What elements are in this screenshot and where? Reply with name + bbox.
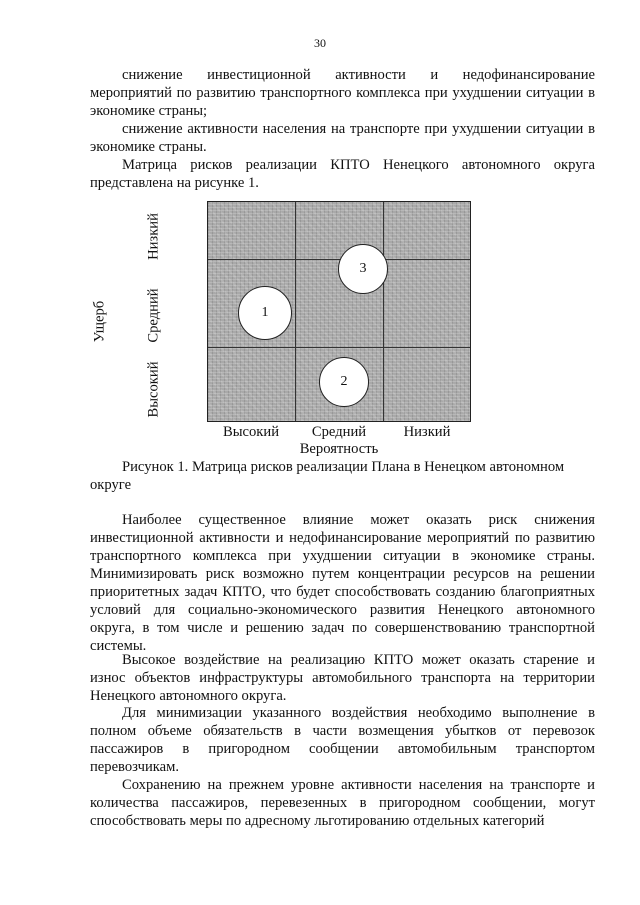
paragraph: Матрица рисков реализации КПТО Ненецкого автономного округа представлена на рисунке 1. xyxy=(90,157,595,191)
risk-matrix xyxy=(207,201,471,422)
y-label-high: Высокий xyxy=(145,361,162,418)
page-number: 30 xyxy=(314,36,326,50)
grid-line xyxy=(295,202,296,421)
y-axis-title: Ущерб xyxy=(91,300,108,343)
y-label-low: Низкий xyxy=(145,213,162,260)
x-label-medium: Средний xyxy=(311,424,367,440)
paragraph: снижение активности населения на транспорте при ухудшении ситуации в экономике страны. xyxy=(90,121,595,155)
figure-caption: Рисунок 1. Матрица рисков реализации Плана в Ненецком автономном округе xyxy=(90,459,565,493)
risk-marker-3: 3 xyxy=(338,244,388,294)
paragraph: Высокое воздействие на реализацию КПТО может оказать старение и износ объектов инфраструктуры автомобильного транспорта на территории Ненецкого автономного округа. xyxy=(90,652,595,704)
x-axis-title: Вероятность xyxy=(299,441,379,457)
grid-line xyxy=(208,347,470,348)
paragraph: Сохранению на прежнем уровне активности населения на транспорте и количества пассажиров, перевезенных в пригородном сообщении, могут способствовать меры по адресному льготированию отдельных категорий xyxy=(90,777,595,829)
risk-marker-1: 1 xyxy=(238,286,292,340)
paragraph: Для минимизации указанного воздействия необходимо выполнение в полном объеме обязательств в части возмещения убытков от перевозок пассажиров в пригородном сообщении автомобильным транспортом перевозчикам. xyxy=(90,705,595,775)
x-label-low: Низкий xyxy=(403,424,451,440)
risk-marker-2: 2 xyxy=(319,357,369,407)
paragraph: снижение инвестиционной активности и недофинансирование мероприятий по развитию транспортного комплекса при ухудшении ситуации в экономике страны; xyxy=(90,67,595,119)
grid-line xyxy=(383,202,384,421)
x-label-high: Высокий xyxy=(222,424,280,440)
y-label-medium: Средний xyxy=(145,288,162,343)
paragraph: Наиболее существенное влияние может оказать риск снижения инвестиционной активности и недофинансирование мероприятий по развитию транспортного комплекса при ухудшении ситуации в экономике страны. Минимизировать риск возможно путем концентрации ресурсов на решении приоритетных задач КПТО, что будет способствовать созданию благоприятных условий для социально-экономического развития Ненецкого автономного округа, в том числе и решению задач по совершенствованию транспортной системы. xyxy=(90,512,595,654)
